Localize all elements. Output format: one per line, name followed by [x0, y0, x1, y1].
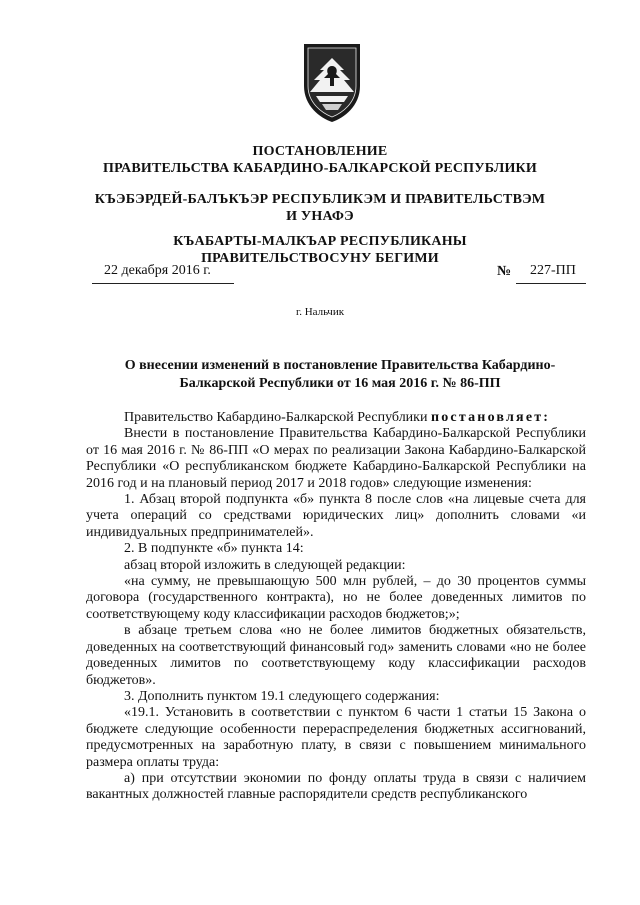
document-title: О внесении изменений в постановление Правительства Кабардино-Балкарской Республики от 16 мая 2016 г. № 86-ПП	[124, 358, 556, 391]
number-underline	[516, 283, 586, 284]
document-body	[86, 410, 586, 804]
coat-of-arms-emblem	[300, 40, 364, 124]
preamble-text: Правительство Кабардино-Балкарской Республики	[124, 410, 431, 425]
body-paragraph	[86, 410, 586, 426]
resolution-header	[0, 143, 640, 177]
header-balkar: КЪАБАРТЫ-МАЛКЪАР РЕСПУБЛИКАНЫ ПРАВИТЕЛЬСТВОСУНУ БЕГИМИ	[173, 234, 467, 266]
body-paragraph: 1. Абзац второй подпункта «б» пункта 8 после слов «на лицевые счета для учета операций со средствами юридических лиц» дополнить словами «и индивидуальных предпринимателей».	[86, 492, 586, 540]
city-name: г. Нальчик	[295, 306, 345, 318]
body-paragraph: а) при отсутствии экономии по фонду оплаты труда в связи с наличием вакантных должностей главные распорядители средств республиканского	[86, 770, 586, 803]
number-sign: №	[497, 264, 512, 279]
body-paragraph: «на сумму, не превышающую 500 млн рублей, – до 30 процентов суммы договора (государственного контракта), но не более доведенных лимитов по соответствующему коду классификации расходов бюджетов;»;	[86, 574, 586, 622]
body-paragraph: «19.1. Установить в соответствии с пунктом 6 части 1 статьи 15 Закона о бюджете следующие особенности перераспределения бюджетных ассигнований, предусмотренных на заработную плату, в связи с повышением минимального размера оплаты труда:	[86, 705, 586, 770]
body-paragraph: абзац второй изложить в следующей редакции:	[124, 557, 406, 573]
resolution-date: 22 декабря 2016 г.	[104, 263, 211, 278]
header-government-name: ПРАВИТЕЛЬСТВА КАБАРДИНО-БАЛКАРСКОЙ РЕСПУБЛИКИ	[102, 161, 538, 176]
preamble-resolves: постановляет:	[430, 410, 551, 425]
body-paragraph: 3. Дополнить пунктом 19.1 следующего содержания:	[124, 688, 440, 704]
resolution-number: 227-ПП	[530, 263, 576, 278]
body-paragraph: 2. В подпункте «б» пункта 14:	[124, 541, 304, 557]
header-kabardian: КЪЭБЭРДЕЙ-БАЛЪКЪЭР РЕСПУБЛИКЭМ И ПРАВИТЕЛЬСТВЭМ И УНАФЭ	[94, 192, 546, 224]
header-resolution-word: ПОСТАНОВЛЕНИЕ	[252, 144, 388, 159]
date-underline	[92, 283, 234, 284]
body-paragraph: Внести в постановление Правительства Кабардино-Балкарской Республики от 16 мая 2016 г. № 86-ПП «О мерах по реализации Закона Кабардино-Балкарской Республики «О республиканском бюджете Кабардино-Балкарской Республики на 2016 год и на плановый период 2017 и 2018 годов» следующие изменения:	[86, 426, 586, 491]
body-paragraph: в абзаце третьем слова «но не более лимитов бюджетных обязательств, доведенных на соответствующий финансовый год» заменить словами «но не более доведенных лимитов по соответствующему коду классификации расходов бюджетов».	[86, 623, 586, 688]
